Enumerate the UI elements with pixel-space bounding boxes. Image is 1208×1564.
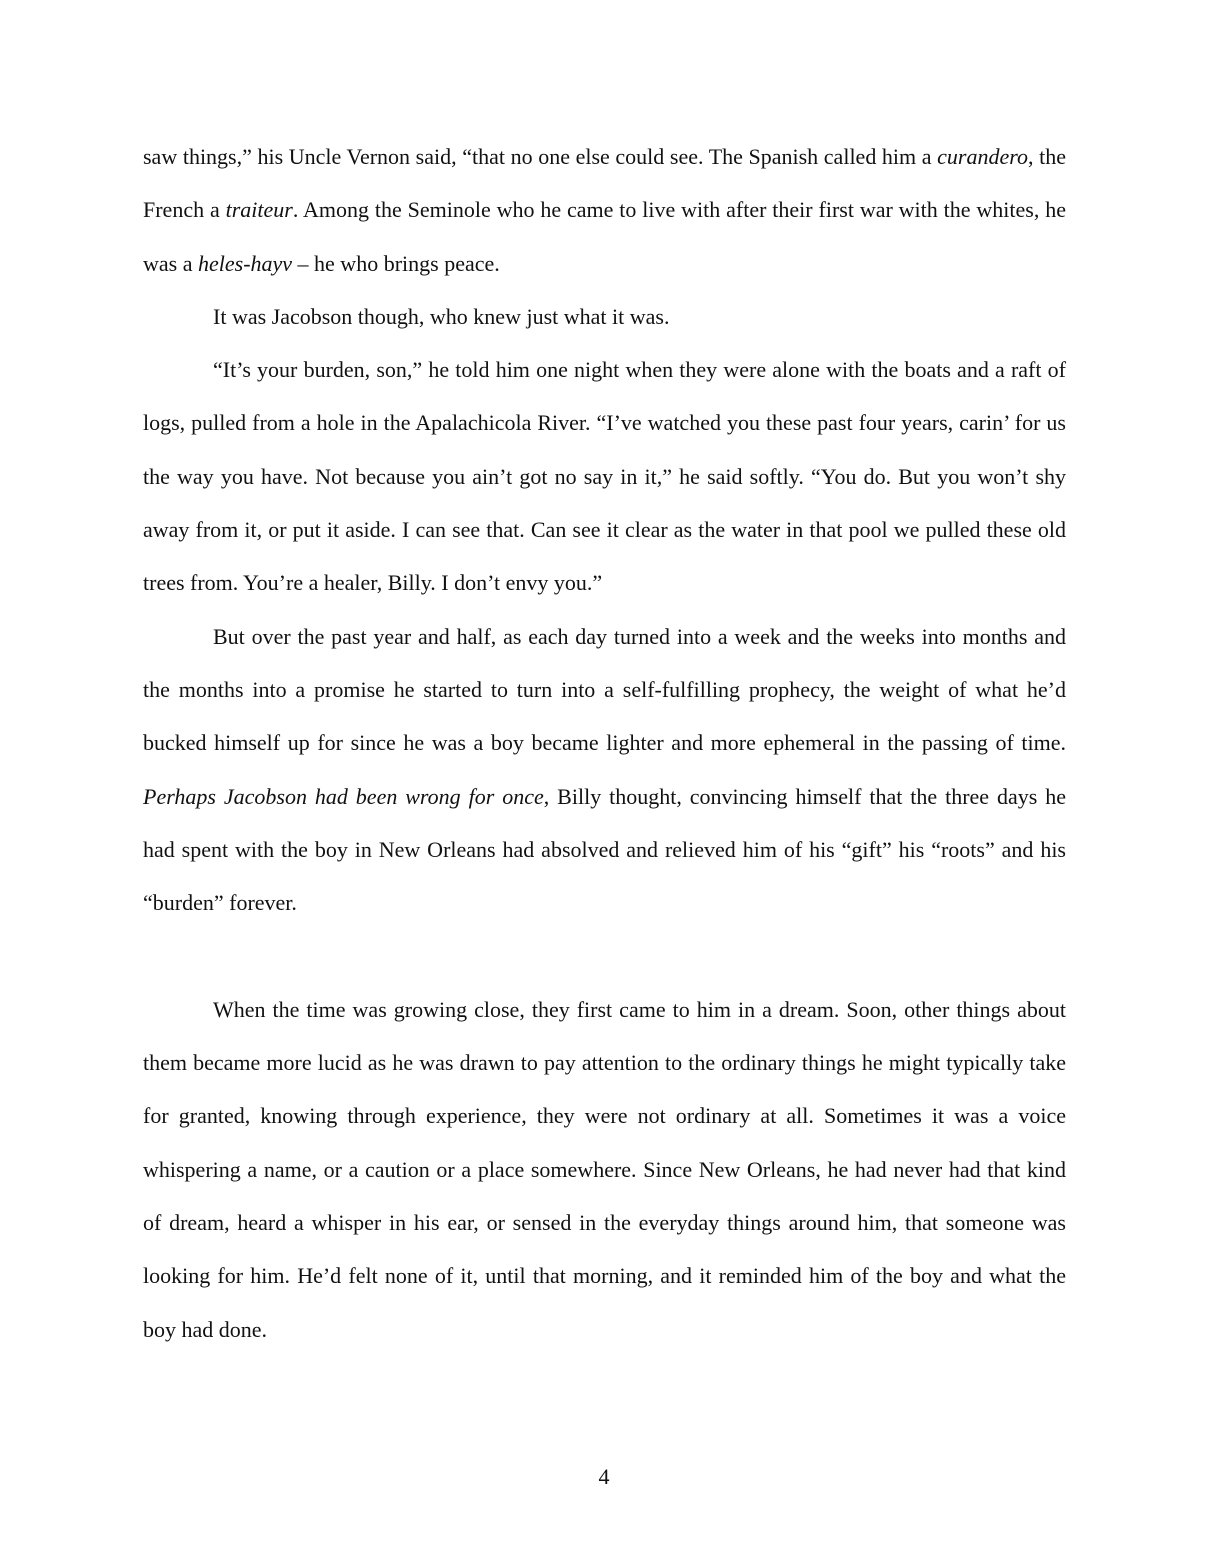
paragraph-3 (143, 343, 1066, 609)
text-segment: , Billy thought, convincing himself that the three days he had spent with the boy in New Orleans had absolved and relieved him of his “gift” his “roots” and his “burden” forever. (143, 783, 1067, 916)
paragraph-1 (143, 130, 1066, 290)
italic-term-traiteur: traiteur (225, 197, 293, 223)
paragraph-4 (143, 610, 1066, 930)
text-segment: When the time was growing close, they first came to him in a dream. Soon, other things about them became more lucid as he was drawn to pay attention to the ordinary things he might typically take for granted, knowing through experience, they were not ordinary at all. Sometimes it was a voice whispering a name, or a caution or a place somewhere. Since New Orleans, he had never had that kind of dream, heard a whisper in his ear, or sensed in the everyday things around him, that someone was looking for him. He’d felt none of it, until that morning, and it reminded him of the boy and what the boy had done. (143, 996, 1066, 1342)
text-segment: “It’s your burden, son,” he told him one night when they were alone with the boats and a raft of logs, pulled from a hole in the Apalachicola River. “I’ve watched you these past four years, carin’ for us the way you have. Not because you ain’t got no say in it,” he said softly. “You do. But you won’t shy away from it, or put it aside. I can see that. Can see it clear as the water in that pool we pulled these old trees from. You’re a healer, Billy. I don’t envy you.” (143, 357, 1066, 596)
paragraph-5 (143, 983, 1066, 1356)
text-segment: – he who brings peace. (292, 250, 500, 276)
body-text (143, 130, 1066, 1356)
text-segment: . Among the Seminole who he came to live with after their first war with the whites, he was a (143, 197, 1066, 276)
paragraph-2 (143, 290, 1066, 343)
italic-thought: Perhaps Jacobson had been wrong for once (143, 783, 544, 809)
text-segment: saw things,” his Uncle Vernon said, “that no one else could see. The Spanish called him a (143, 144, 938, 169)
text-segment: It was Jacobson though, who knew just what it was. (213, 303, 670, 329)
text-segment: , the French a (143, 144, 1066, 223)
text-segment: But over the past year and half, as each day turned into a week and the weeks into months and the months into a promise he started to turn into a self-fulfilling prophecy, the weight of what he’d bucked himself up for since he was a boy became lighter and more ephemeral in the passing of time. (143, 623, 1066, 756)
italic-term-heles-hayv: heles-hayv (197, 250, 293, 276)
italic-term-curandero: curandero (937, 144, 1028, 169)
page-number: 4 (598, 1464, 610, 1489)
